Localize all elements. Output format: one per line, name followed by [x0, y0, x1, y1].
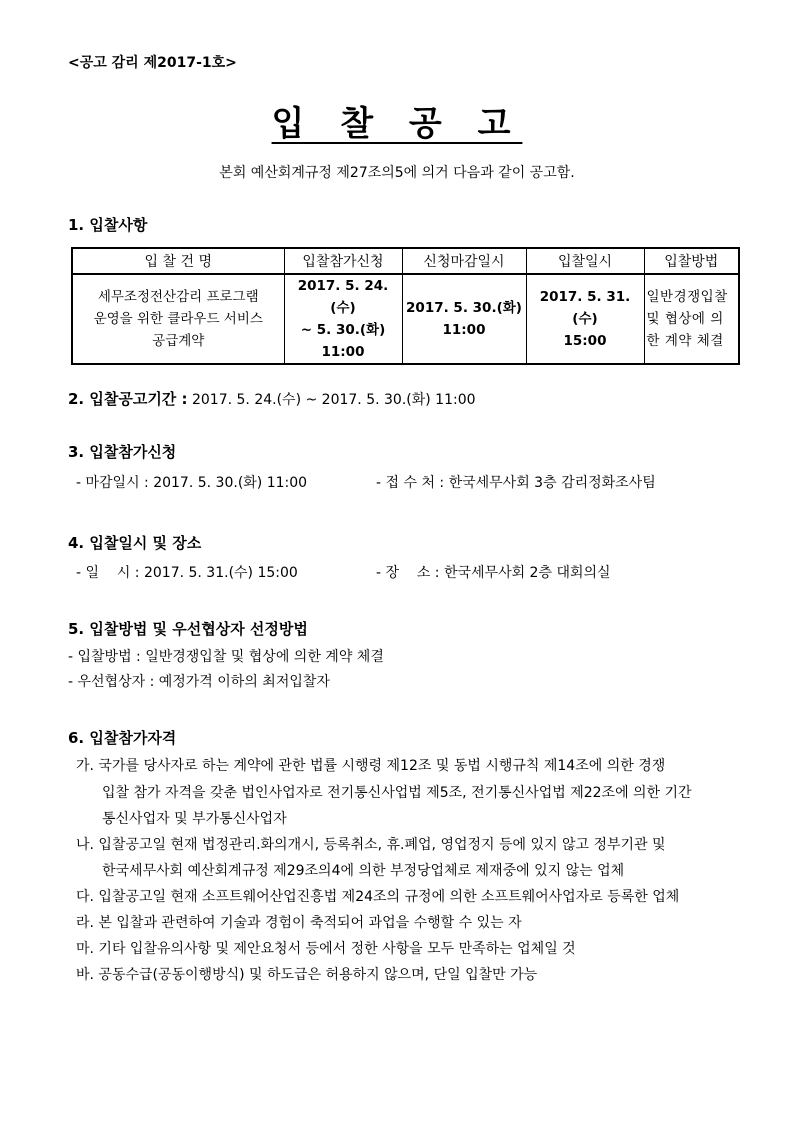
- section4-heading: 4. 입찰일시 및 장소: [68, 534, 202, 552]
- section2-line: [68, 388, 476, 409]
- cell-application: 2017. 5. 24.(수) ~ 5. 30.(화) 11:00: [284, 274, 402, 364]
- list-item: 마. 기타 입찰유의사항 및 제안요청서 등에서 정한 사항을 모두 만족하는 업체일 것: [76, 941, 576, 957]
- header-bid-name: 입 찰 건 명: [72, 248, 284, 274]
- section5-priority: - 우선협상자 : 예정가격 이하의 최저입찰자: [68, 674, 330, 690]
- bid-table-header-row: [72, 248, 739, 274]
- cell-bid-date: 2017. 5. 31.(수) 15:00: [526, 274, 644, 364]
- cell-bid-method: 일반경쟁입찰 및 협상에 의 한 계약 체결: [644, 274, 739, 364]
- header-bid-method: 입찰방법: [644, 248, 739, 274]
- cell-bid-name: 세무조정전산감리 프로그램 운영을 위한 클라우드 서비스 공급계약: [72, 274, 284, 364]
- list-item: 다. 입찰공고일 현재 소프트웨어산업진흥법 제24조의 규정에 의한 소프트웨어사업자로 등록한 업체: [76, 889, 680, 905]
- intro-text: 본회 예산회계규정 제27조의5에 의거 다음과 같이 공고함.: [219, 165, 575, 181]
- notice-reference: <공고 감리 제2017-1호>: [68, 55, 237, 71]
- section4-datetime: - 일 시 : 2017. 5. 31.(수) 15:00: [76, 565, 298, 581]
- header-bid-date: 입찰일시: [526, 248, 644, 274]
- table-row: [72, 274, 739, 364]
- header-deadline: 신청마감일시: [402, 248, 526, 274]
- section1-heading: 1. 입찰사항: [68, 216, 148, 234]
- section4-place: - 장 소 : 한국세무사회 2층 대회의실: [376, 565, 611, 581]
- list-item: 통신사업자 및 부가통신사업자: [102, 811, 287, 827]
- list-item: 가. 국가를 당사자로 하는 계약에 관한 법률 시행령 제12조 및 동법 시행규칙 제14조에 의한 경쟁: [76, 758, 666, 774]
- list-item: 바. 공동수급(공동이행방식) 및 하도급은 허용하지 않으며, 단일 입찰만 가능: [76, 967, 538, 983]
- section5-method: - 입찰방법 : 일반경쟁입찰 및 협상에 의한 계약 체결: [68, 649, 384, 665]
- section3-heading: 3. 입찰참가신청: [68, 443, 177, 461]
- bid-table: [71, 247, 740, 365]
- list-item: 입찰 참가 자격을 갖춘 법인사업자로 전기통신사업법 제5조, 전기통신사업법 제22조에 의한 기간: [102, 785, 692, 801]
- document-title-text: 입 찰 공 고: [271, 104, 523, 144]
- list-item: 라. 본 입찰과 관련하여 기술과 경험이 축적되어 과업을 수행할 수 있는 자: [76, 915, 522, 931]
- section2-heading: 2. 입찰공고기간 :: [68, 390, 188, 408]
- document-title: [0, 96, 794, 145]
- list-item: 한국세무사회 예산회계규정 제29조의4에 의한 부정당업체로 제재중에 있지 않는 업체: [102, 863, 625, 879]
- section3-place: - 접 수 처 : 한국세무사회 3층 감리정화조사팀: [376, 475, 656, 491]
- section3-deadline: - 마감일시 : 2017. 5. 30.(화) 11:00: [76, 475, 308, 491]
- header-application: 입찰참가신청: [284, 248, 402, 274]
- list-item: 나. 입찰공고일 현재 법정관리.화의개시, 등록취소, 휴.폐업, 영업정지 등에 있지 않고 정부기관 및: [76, 837, 666, 853]
- section5-heading: 5. 입찰방법 및 우선협상자 선정방법: [68, 620, 308, 638]
- section2-value: 2017. 5. 24.(수) ~ 2017. 5. 30.(화) 11:00: [191, 392, 476, 408]
- section6-heading: 6. 입찰참가자격: [68, 729, 177, 747]
- cell-deadline: 2017. 5. 30.(화) 11:00: [402, 274, 526, 364]
